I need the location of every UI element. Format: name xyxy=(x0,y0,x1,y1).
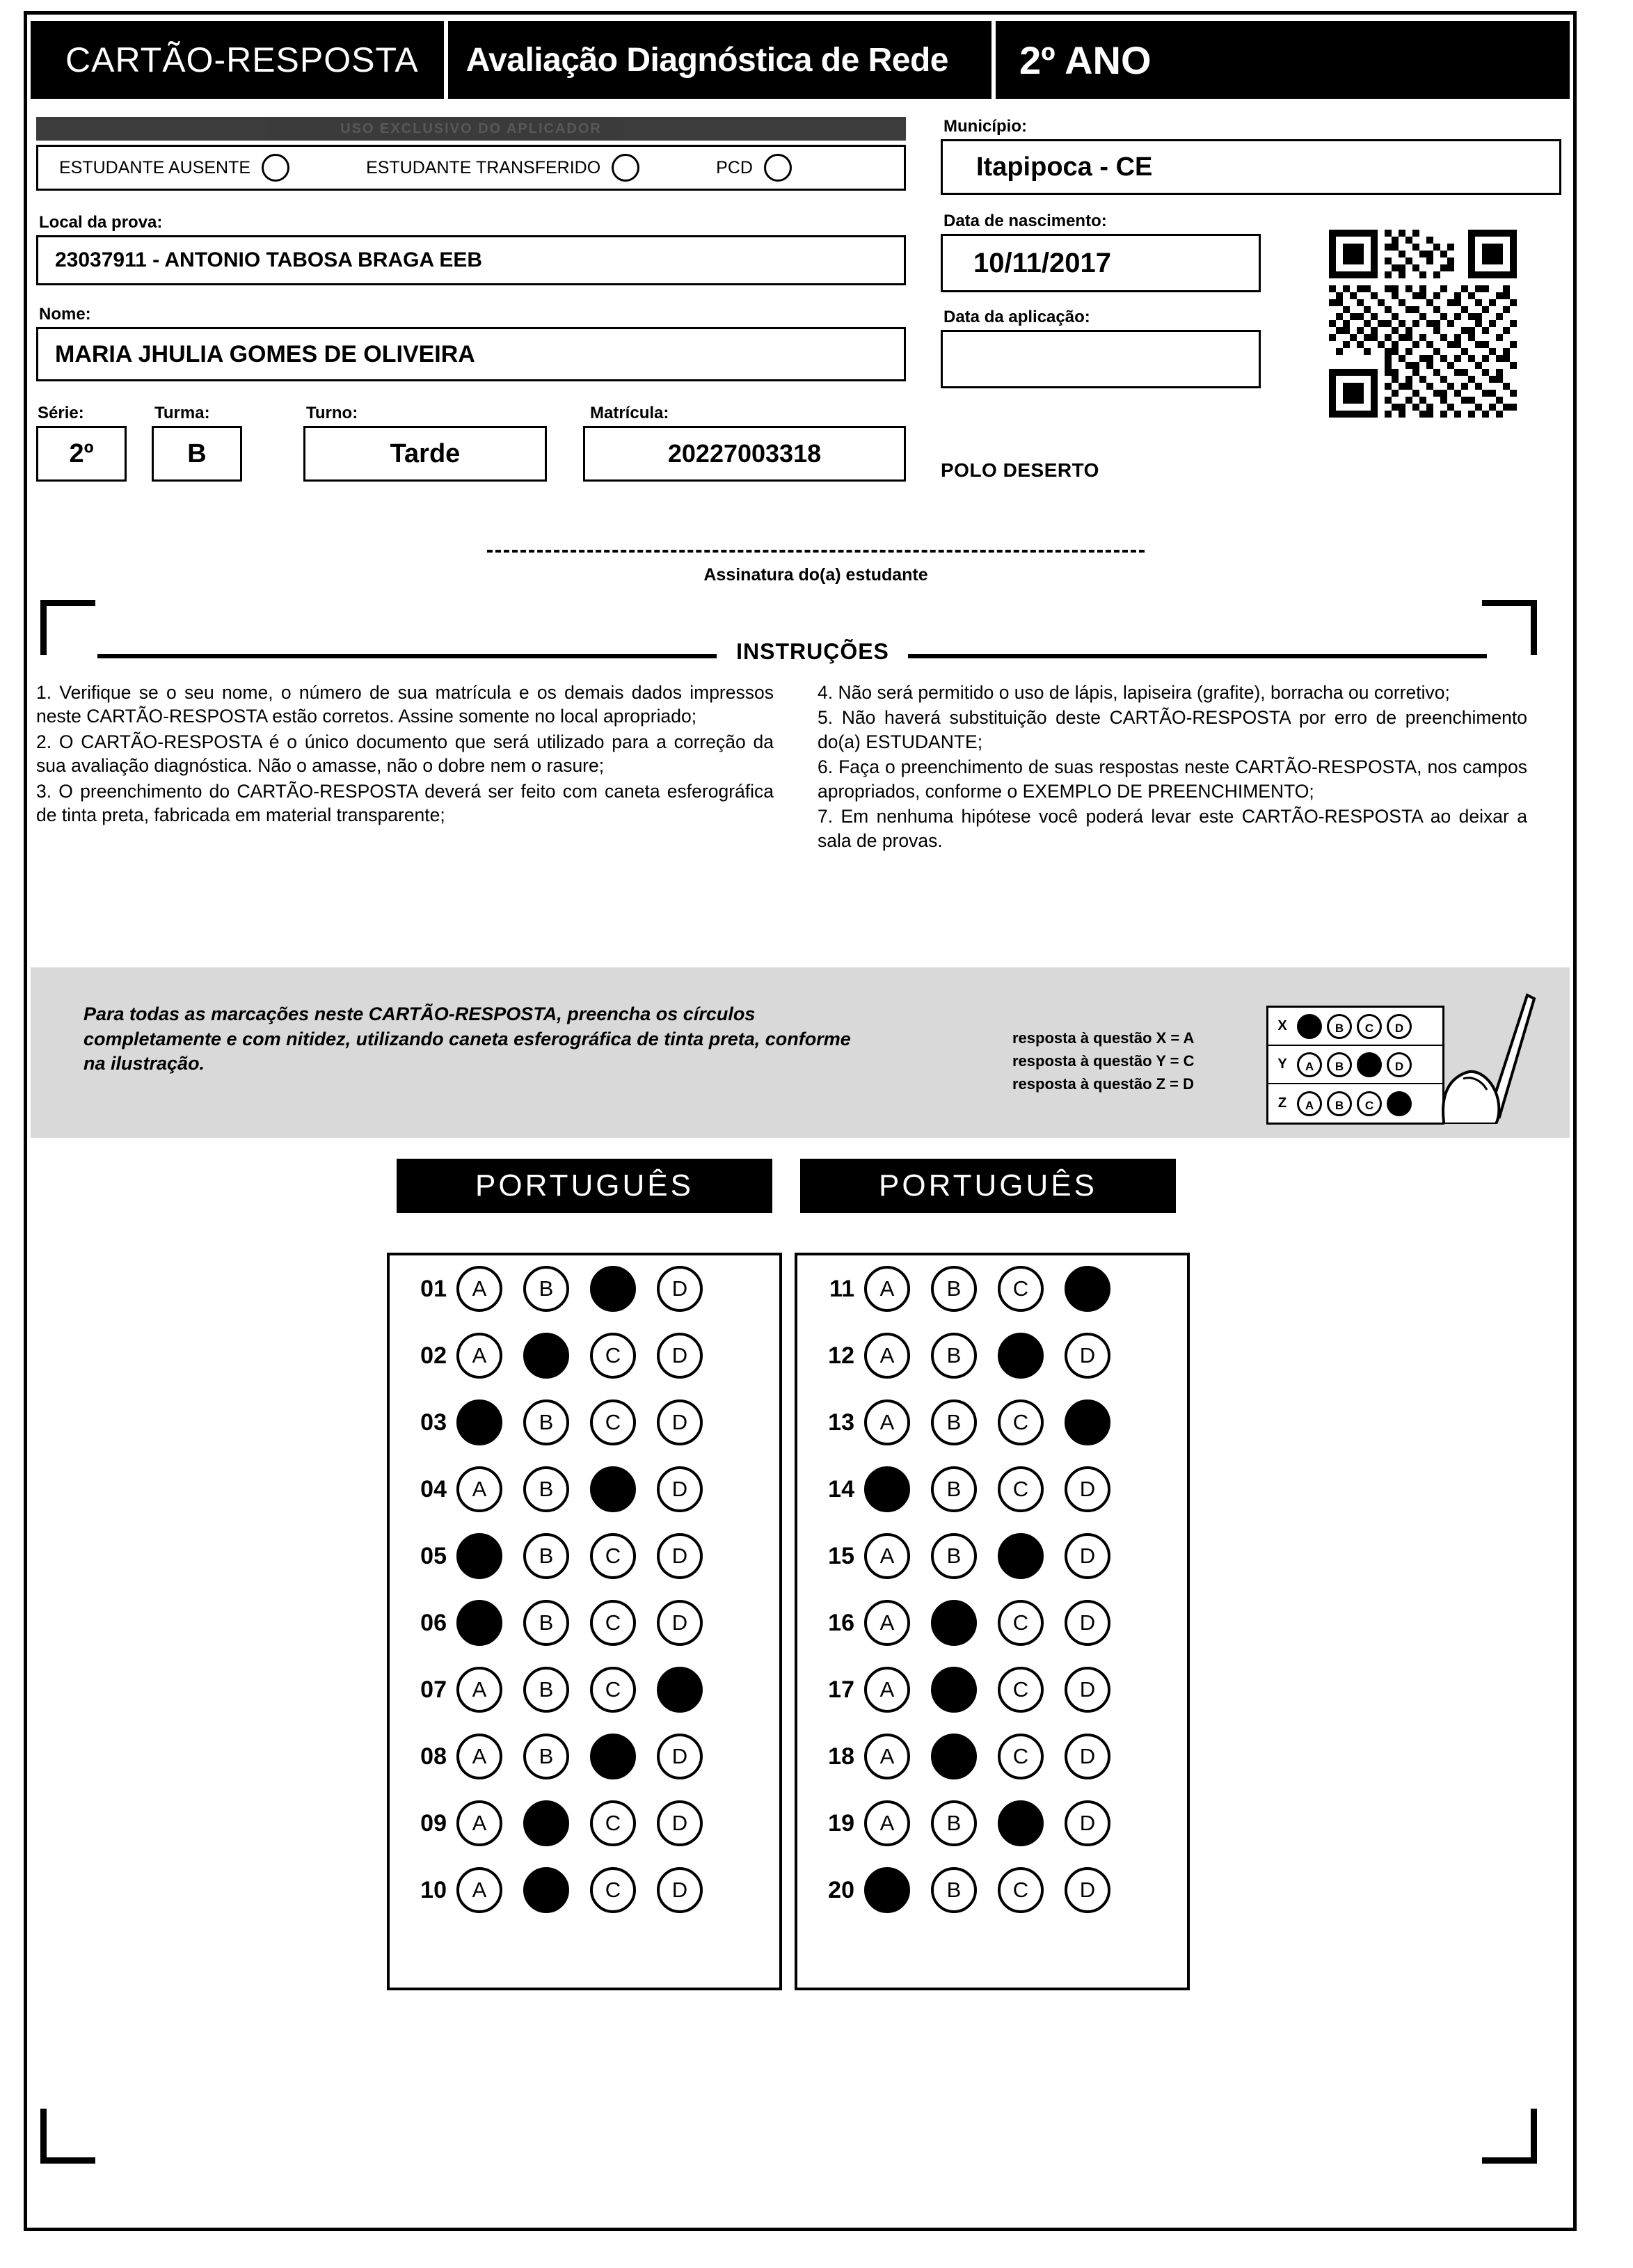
legend-line: resposta à questão X = A xyxy=(1012,1029,1195,1047)
bubble-d[interactable]: D xyxy=(1065,1466,1110,1512)
nome-label: Nome: xyxy=(39,305,91,324)
question-number: 06 xyxy=(420,1609,447,1636)
aplicacao-label: Data da aplicação: xyxy=(943,308,1090,326)
example-row-y xyxy=(1268,1046,1442,1084)
bubble-d[interactable]: D xyxy=(657,1266,703,1312)
bubble-d[interactable]: D xyxy=(657,1867,703,1913)
registration-mark-bottom-right xyxy=(1482,2109,1537,2164)
instruction-item: 7. Em nenhuma hipótese você poderá levar este CARTÃO-RESPOSTA ao deixar a sala de provas. xyxy=(818,806,1527,851)
fill-example-text: Para todas as marcações neste CARTÃO-RESPOSTA, preencha os círculos completamente e com nitidez, utilizando caneta esferográfica de tinta preta, conforme na ilustração. xyxy=(83,1004,851,1074)
turno-label: Turno: xyxy=(306,404,358,422)
bubble-a[interactable] xyxy=(864,1867,910,1913)
example-bubble-a xyxy=(1297,1014,1322,1039)
table-row[interactable] xyxy=(390,1523,779,1589)
bubble-a[interactable]: A xyxy=(456,1867,502,1913)
question-number: 13 xyxy=(828,1409,854,1436)
hand-with-pen-icon xyxy=(1423,974,1541,1124)
bubble-b[interactable] xyxy=(931,1600,977,1646)
header-title: CARTÃO-RESPOSTA xyxy=(65,40,419,79)
polo-label: POLO DESERTO xyxy=(941,459,1099,481)
bubble-a[interactable] xyxy=(456,1600,502,1646)
bubble-c[interactable]: C xyxy=(590,1800,636,1846)
bubble-d[interactable]: D xyxy=(657,1466,703,1512)
bubble-d[interactable] xyxy=(1065,1266,1110,1312)
fill-example-legend xyxy=(1012,1026,1194,1095)
table-row[interactable] xyxy=(797,1322,1187,1389)
bubble-a[interactable]: A xyxy=(864,1533,910,1579)
question-number: 14 xyxy=(828,1475,854,1502)
header-grade: 2º ANO xyxy=(1019,38,1152,82)
bubble-c[interactable] xyxy=(998,1333,1044,1379)
turma-label: Turma: xyxy=(154,404,210,422)
bubble-a[interactable]: A xyxy=(864,1734,910,1779)
bubble-a[interactable] xyxy=(456,1399,502,1445)
bubble-b[interactable]: B xyxy=(931,1266,977,1312)
bubble-a[interactable]: A xyxy=(456,1466,502,1512)
table-row[interactable] xyxy=(797,1255,1187,1322)
example-bubble-d: D xyxy=(1387,1052,1412,1077)
bubble-b[interactable] xyxy=(523,1800,569,1846)
status-estudante-ausente[interactable] xyxy=(59,154,289,182)
table-row[interactable] xyxy=(390,1723,779,1790)
example-row-z xyxy=(1268,1084,1442,1123)
bubble-a[interactable]: A xyxy=(456,1734,502,1779)
question-number: 16 xyxy=(828,1609,854,1636)
example-row-tag: Z xyxy=(1277,1095,1287,1111)
bubble-b[interactable] xyxy=(931,1734,977,1779)
municipio-label: Município: xyxy=(943,117,1027,136)
bubble-c[interactable]: C xyxy=(998,1867,1044,1913)
bubble-b[interactable] xyxy=(523,1867,569,1913)
bubble-a[interactable]: A xyxy=(864,1399,910,1445)
question-number: 19 xyxy=(828,1809,854,1837)
applicator-only-bar: USO EXCLUSIVO DO APLICADOR xyxy=(36,117,906,141)
bubble-b[interactable]: B xyxy=(931,1333,977,1379)
bubble-c[interactable] xyxy=(590,1734,636,1779)
bubble-a[interactable]: A xyxy=(864,1266,910,1312)
instructions-left-column xyxy=(36,681,774,829)
bubble-b[interactable]: B xyxy=(523,1667,569,1713)
instruction-item: 2. O CARTÃO-RESPOSTA é o único documento que será utilizado para a correção da sua avaliação diagnóstica. Não o amasse, não o dobre nem o rasure; xyxy=(36,731,774,777)
bubble-d[interactable] xyxy=(1065,1399,1110,1445)
example-row-x xyxy=(1268,1008,1442,1046)
question-number: 17 xyxy=(828,1676,854,1703)
table-row[interactable] xyxy=(797,1857,1187,1924)
bubble-a[interactable]: A xyxy=(456,1333,502,1379)
bubble-c[interactable]: C xyxy=(590,1600,636,1646)
example-row-tag: X xyxy=(1277,1018,1287,1033)
bubble-b[interactable]: B xyxy=(931,1533,977,1579)
table-row[interactable] xyxy=(797,1790,1187,1857)
status-estudante-transferido[interactable] xyxy=(366,154,639,182)
bubble-b[interactable] xyxy=(931,1667,977,1713)
question-number: 01 xyxy=(420,1275,447,1302)
bubble-a[interactable]: A xyxy=(864,1800,910,1846)
question-number: 02 xyxy=(420,1342,447,1369)
question-number: 08 xyxy=(420,1743,447,1770)
bubble-b[interactable]: B xyxy=(523,1266,569,1312)
question-number: 11 xyxy=(829,1275,854,1302)
question-number: 18 xyxy=(828,1743,854,1770)
table-row[interactable] xyxy=(390,1456,779,1523)
table-row[interactable] xyxy=(390,1255,779,1322)
question-number: 09 xyxy=(420,1809,447,1837)
bubble-c[interactable]: C xyxy=(998,1466,1044,1512)
header-exam-name: Avaliação Diagnóstica de Rede xyxy=(465,41,948,79)
question-number: 20 xyxy=(828,1876,854,1903)
registration-mark-top-left xyxy=(40,600,95,655)
turma-value: B xyxy=(152,426,242,482)
example-bubble-b: B xyxy=(1327,1052,1352,1077)
question-number: 07 xyxy=(420,1676,447,1703)
bubble-c[interactable] xyxy=(590,1466,636,1512)
bubble-b[interactable]: B xyxy=(523,1600,569,1646)
bubble-c[interactable]: C xyxy=(998,1667,1044,1713)
status-ausente-bubble[interactable] xyxy=(262,154,289,182)
table-row[interactable] xyxy=(390,1857,779,1924)
answer-block-col1 xyxy=(387,1253,782,1990)
registration-mark-top-right xyxy=(1482,600,1537,655)
bubble-c[interactable]: C xyxy=(998,1600,1044,1646)
local-value: 23037911 - ANTONIO TABOSA BRAGA EEB xyxy=(36,235,906,285)
bubble-d[interactable]: D xyxy=(1065,1600,1110,1646)
bubble-c[interactable] xyxy=(590,1266,636,1312)
bubble-d[interactable]: D xyxy=(657,1734,703,1779)
fill-example-grid xyxy=(1266,1006,1444,1125)
table-row[interactable] xyxy=(797,1656,1187,1723)
header-band xyxy=(31,21,1570,99)
example-bubble-c: C xyxy=(1357,1091,1382,1116)
bubble-c[interactable]: C xyxy=(590,1533,636,1579)
subject-header-col2: PORTUGUÊS xyxy=(800,1159,1176,1213)
example-bubble-d: D xyxy=(1387,1014,1412,1039)
table-row[interactable] xyxy=(797,1456,1187,1523)
bubble-d[interactable]: D xyxy=(657,1333,703,1379)
bubble-b[interactable]: B xyxy=(931,1399,977,1445)
bubble-c[interactable]: C xyxy=(590,1867,636,1913)
bubble-c[interactable] xyxy=(998,1800,1044,1846)
signature-label: Assinatura do(a) estudante xyxy=(703,565,928,585)
bubble-d[interactable]: D xyxy=(1065,1667,1110,1713)
example-bubble-a: A xyxy=(1297,1091,1322,1116)
bubble-b[interactable] xyxy=(523,1333,569,1379)
bubble-c[interactable]: C xyxy=(590,1399,636,1445)
bubble-a[interactable]: A xyxy=(456,1266,502,1312)
bubble-b[interactable]: B xyxy=(523,1399,569,1445)
bubble-d[interactable]: D xyxy=(1065,1800,1110,1846)
serie-value: 2º xyxy=(36,426,127,482)
nascimento-value: 10/11/2017 xyxy=(941,234,1261,292)
table-row[interactable] xyxy=(390,1322,779,1389)
legend-line: resposta à questão Y = C xyxy=(1012,1052,1195,1070)
question-number: 12 xyxy=(828,1342,854,1369)
table-row[interactable] xyxy=(390,1790,779,1857)
status-pcd-label: PCD xyxy=(716,157,753,177)
answer-block-col2 xyxy=(795,1253,1190,1990)
table-row[interactable] xyxy=(390,1389,779,1456)
example-bubble-b: B xyxy=(1327,1014,1352,1039)
bubble-b[interactable]: B xyxy=(931,1466,977,1512)
bubble-d[interactable]: D xyxy=(1065,1333,1110,1379)
matricula-value: 20227003318 xyxy=(583,426,906,482)
bubble-d[interactable]: D xyxy=(1065,1867,1110,1913)
question-number: 10 xyxy=(420,1876,447,1903)
bubble-c[interactable]: C xyxy=(998,1266,1044,1312)
turno-value: Tarde xyxy=(303,426,547,482)
bubble-b[interactable]: B xyxy=(523,1533,569,1579)
instructions-rule-right xyxy=(908,654,1487,658)
example-bubble-c: C xyxy=(1357,1014,1382,1039)
matricula-label: Matrícula: xyxy=(590,404,669,422)
instruction-item: 1. Verifique se o seu nome, o número de sua matrícula e os demais dados impressos neste CARTÃO-RESPOSTA estão corretos. Assine somente no local apropriado; xyxy=(36,682,774,727)
bubble-a[interactable]: A xyxy=(864,1333,910,1379)
status-pcd-bubble[interactable] xyxy=(764,154,792,182)
bubble-c[interactable] xyxy=(998,1533,1044,1579)
bubble-b[interactable]: B xyxy=(523,1466,569,1512)
table-row[interactable] xyxy=(797,1523,1187,1589)
question-number: 04 xyxy=(420,1475,447,1502)
bubble-a[interactable]: A xyxy=(864,1667,910,1713)
aplicacao-value xyxy=(941,330,1261,388)
table-row[interactable] xyxy=(797,1389,1187,1456)
example-bubble-c xyxy=(1357,1052,1382,1077)
bubble-d[interactable]: D xyxy=(657,1399,703,1445)
instruction-item: 3. O preenchimento do CARTÃO-RESPOSTA deverá ser feito com caneta esferográfica de tinta preta, fabricada em material transparente; xyxy=(36,780,774,826)
example-row-tag: Y xyxy=(1277,1056,1287,1072)
bubble-c[interactable]: C xyxy=(998,1399,1044,1445)
question-number: 15 xyxy=(828,1542,854,1569)
question-number: 05 xyxy=(420,1542,447,1569)
instruction-item: 6. Faça o preenchimento de suas respostas neste CARTÃO-RESPOSTA, nos campos apropriados, conforme o EXEMPLO DE PREENCHIMENTO; xyxy=(818,756,1527,802)
signature-line xyxy=(487,550,1145,553)
local-label: Local da prova: xyxy=(39,213,163,232)
instruction-item: 4. Não será permitido o uso de lápis, lapiseira (grafite), borracha ou corretivo; xyxy=(818,682,1450,703)
table-row[interactable] xyxy=(390,1589,779,1656)
bubble-a[interactable] xyxy=(864,1466,910,1512)
registration-mark-bottom-left xyxy=(40,2109,95,2164)
bubble-d[interactable]: D xyxy=(657,1533,703,1579)
bubble-d[interactable]: D xyxy=(657,1800,703,1846)
status-pcd[interactable] xyxy=(716,154,792,182)
table-row[interactable] xyxy=(797,1723,1187,1790)
nascimento-label: Data de nascimento: xyxy=(943,212,1107,230)
bubble-c[interactable]: C xyxy=(590,1333,636,1379)
bubble-a[interactable] xyxy=(456,1533,502,1579)
bubble-a[interactable]: A xyxy=(456,1800,502,1846)
status-transferido-bubble[interactable] xyxy=(612,154,639,182)
subject-header-col1: PORTUGUÊS xyxy=(397,1159,772,1213)
example-bubble-d xyxy=(1387,1091,1412,1116)
bubble-d[interactable]: D xyxy=(1065,1533,1110,1579)
bubble-d[interactable]: D xyxy=(657,1600,703,1646)
bubble-c[interactable]: C xyxy=(998,1734,1044,1779)
bubble-a[interactable]: A xyxy=(456,1667,502,1713)
status-transferido-label: ESTUDANTE TRANSFERIDO xyxy=(366,157,601,177)
legend-line: resposta à questão Z = D xyxy=(1012,1075,1195,1093)
question-number: 03 xyxy=(420,1409,447,1436)
municipio-value: Itapipoca - CE xyxy=(941,139,1561,195)
instructions-right-column xyxy=(818,681,1527,854)
serie-label: Série: xyxy=(38,404,84,422)
applicator-status-row xyxy=(36,145,906,191)
bubble-d[interactable] xyxy=(657,1667,703,1713)
bubble-b[interactable]: B xyxy=(931,1867,977,1913)
example-bubble-a: A xyxy=(1297,1052,1322,1077)
bubble-c[interactable]: C xyxy=(590,1667,636,1713)
bubble-b[interactable]: B xyxy=(931,1800,977,1846)
status-ausente-label: ESTUDANTE AUSENTE xyxy=(59,157,251,177)
nome-value: MARIA JHULIA GOMES DE OLIVEIRA xyxy=(36,327,906,381)
bubble-b[interactable]: B xyxy=(523,1734,569,1779)
instructions-rule-left xyxy=(97,654,717,658)
table-row[interactable] xyxy=(797,1589,1187,1656)
example-bubble-b: B xyxy=(1327,1091,1352,1116)
qr-code xyxy=(1329,230,1517,418)
bubble-a[interactable]: A xyxy=(864,1600,910,1646)
instruction-item: 5. Não haverá substituição deste CARTÃO-RESPOSTA por erro de preenchimento do(a) ESTUDANTE; xyxy=(818,707,1527,752)
instructions-title: INSTRUÇÕES xyxy=(736,639,889,664)
bubble-d[interactable]: D xyxy=(1065,1734,1110,1779)
table-row[interactable] xyxy=(390,1656,779,1723)
